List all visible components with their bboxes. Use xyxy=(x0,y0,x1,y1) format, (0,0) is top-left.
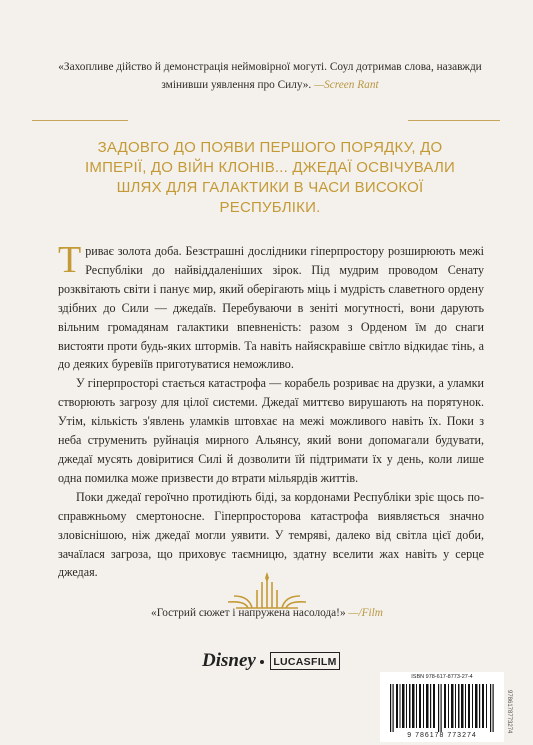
bottom-review-quote xyxy=(40,607,494,619)
lucasfilm-logo: LUCASFILM xyxy=(270,652,340,670)
blurb-body xyxy=(58,239,484,582)
tagline: ЗАДОВГО ДО ПОЯВИ ПЕРШОГО ПОРЯДКУ, ДО ІМПЕРІЇ, ДО ВІЙН КЛОНІВ... ДЖЕДАЇ ОСВІЧУВАЛИ ШЛЯХ ДЛЯ ГАЛАКТИКИ В ЧАСИ ВИСОКОЇ РЕСПУБЛІКИ. xyxy=(85,139,455,216)
blurb-paragraph-1 xyxy=(58,239,484,374)
side-barcode-digits: 9786178773274 xyxy=(506,690,512,734)
gold-divider-left xyxy=(32,120,128,121)
blurb-paragraph-1-text: риває золота доба. Безстрашні дослідники гіперпростору розширюють межі Республіки до найвіддаленіших зірок. Під мудрим проводом Сенату розквітають світи і панує мир, який оберігають міць і мудрість славетного ордену здібних до Сили — джедаїв. Перебуваючи в зеніті могутності, вони дарують вільним громадянам галактики впевненість: разом з Орденом їм до снаги вистояти проти будь-яких штормів. Та навіть найяскравіше світло відкидає тінь, а до деяких буревіїв приготуватися неможливо. xyxy=(58,244,484,372)
barcode-panel xyxy=(380,672,504,742)
blurb-paragraph-2: У гіперпросторі стається катастрофа — корабель розриває на друзки, а уламки створюють загрозу для цілої системи. Джедаї миттєво вирушають на порятунок. Утім, кількість з'явлень уламків штовхає на межі можливого навіть їх. Поки з неба струменить руйнація мирного Альянсу, який вони допомагали будувати, джедаї мусять довіритися Силі й дозволити їй підтримати їх у день, коли лише одна помилка може призвести до втрати мільярдів життів. xyxy=(58,376,484,485)
publisher-logos xyxy=(200,648,340,678)
top-quote-source: —Screen Rant xyxy=(311,79,379,91)
top-review-quote xyxy=(40,58,500,94)
top-quote-text: «Захопливе дійство й демонстрація неймовірної могуті. Соул дотримав слова, назавжди змінивши уявлення про Силу». xyxy=(58,61,482,91)
art-deco-ornament-icon xyxy=(226,570,308,610)
barcode-digits: 9 786178 773274 xyxy=(407,732,477,739)
bottom-quote-source: —/Film xyxy=(345,607,383,619)
barcode-icon xyxy=(388,684,498,732)
drop-cap: Т xyxy=(58,239,82,281)
bottom-quote-text: «Гострий сюжет і напружена насолода!» xyxy=(151,607,346,619)
blurb-paragraph-3: Поки джедаї героїчно протидіють біді, за кордонами Республіки зріє щось по-справжньому смертоносне. Гіперпросторова катастрофа виявляється значно зловіснішою, ніж джедаї могли уявити. У темряві, далеко від світла цієї доби, зачаїлася загроза, що приховує таємницю, здатну вселити жах навіть у серце джедая. xyxy=(58,489,484,580)
isbn-text: ISBN 978-617-8773-27-4 xyxy=(411,674,473,680)
gold-divider-right xyxy=(408,120,500,121)
logo-separator-dot xyxy=(260,660,264,664)
disney-logo: Disney xyxy=(202,650,256,671)
